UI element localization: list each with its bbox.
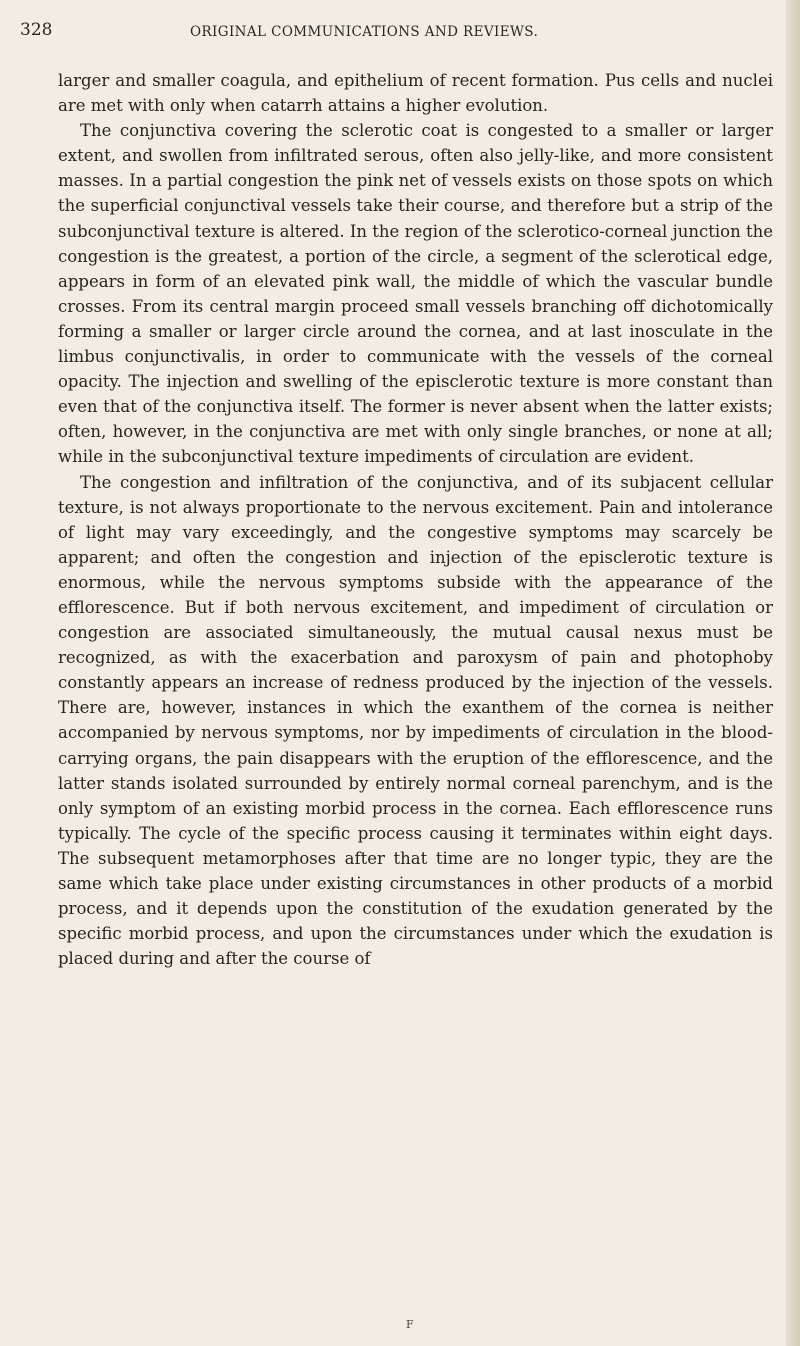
page-number: 328	[20, 20, 53, 40]
signature-mark: F	[406, 1318, 414, 1331]
running-head: ORIGINAL COMMUNICATIONS AND REVIEWS.	[190, 24, 539, 40]
paragraph: The conjunctiva covering the sclerotic coat is congested to a smaller or larger extent, and swollen from infiltrated serous, often also jelly-like, and more consistent masses. In a partial congestion the pink net of vessels exists on those spots on which the superficial conjunctival vessels take their course, and therefore but a strip of the subconjunctival texture is altered. In the region of the sclerotico-corneal junction the congestion is the greatest, a portion of the circle, a segment of the sclerotical edge, appears in form of an elevated pink wall, the middle of which the vascular bundle crosses. From its central margin proceed small vessels branching off dichotomically forming a smaller or larger circle around the cornea, and at last inosculate in the limbus conjunctivalis, in order to communicate with the vessels of the corneal opacity. The injection and swelling of the episclerotic texture is more constant than even that of the conjunctiva itself. The former is never absent when the latter exists; often, however, in the conjunctiva are met with only single branches, or none at all; while in the subconjunctival texture impediments of circulation are evident.	[58, 121, 773, 467]
body-text	[58, 68, 773, 971]
page-edge	[786, 0, 800, 1346]
paragraph: The congestion and infiltration of the conjunctiva, and of its subjacent cellular texture, is not always proportionate to the nervous excitement. Pain and intolerance of light may vary exceedingly, and the congestive symptoms may scarcely be apparent; and often the congestion and injection of the episclerotic texture is enormous, while the nervous symptoms subside with the appearance of the efflorescence. But if both nervous excitement, and impediment of circulation or congestion are associated simultaneously, the mutual causal nexus must be recognized, as with the exacerbation and paroxysm of pain and photophoby constantly appears an increase of redness produced by the injection of the vessels. There are, however, instances in which the exanthem of the cornea is neither accompanied by nervous symptoms, nor by impediments of circulation in the blood-carrying organs, the pain disappears with the eruption of the efflorescence, and the latter stands isolated surrounded by entirely normal corneal parenchym, and is the only symptom of an existing morbid process in the cornea. Each efflorescence runs typically. The cycle of the specific process causing it terminates within eight days. The subsequent metamorphoses after that time are no longer typic, they are the same which take place under existing circumstances in other products of a morbid process, and it depends upon the constitution of the exudation generated by the specific morbid process, and upon the circumstances under which the exudation is placed during and after the course of	[58, 472, 773, 969]
paragraph: larger and smaller coagula, and epithelium of recent formation. Pus cells and nuclei are met with only when catarrh attains a higher evolution.	[58, 71, 773, 116]
